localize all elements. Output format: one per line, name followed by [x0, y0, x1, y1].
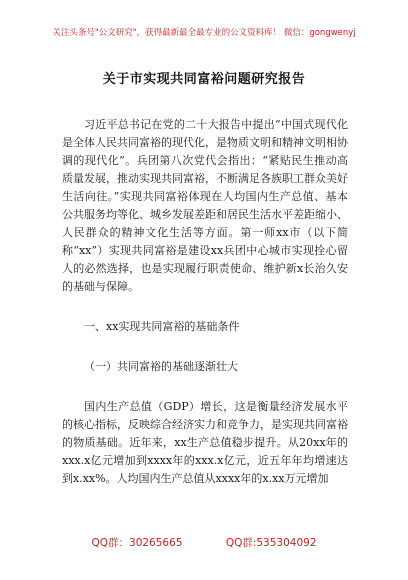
footer-qq-group-2: QQ群:535304092 — [225, 537, 317, 549]
footer-qq-group-1: QQ群：30265665 — [91, 537, 183, 549]
document-body — [62, 116, 348, 488]
section-heading: 一、xx实现共同富裕的基础条件 — [84, 320, 240, 333]
header-note: 关注头条号"公文研究"，获得最新最全最专业的公文资料库！ 微信：gongwenyj — [52, 28, 356, 38]
footer — [0, 535, 408, 550]
page-title: 关于市实现共同富裕问题研究报告 — [102, 72, 306, 87]
subsection-heading: （一）共同富裕的基础逐渐壮大 — [84, 360, 238, 373]
body-paragraph: 国内生产总值（GDP）增长，这是衡量经济发展水平的核心指标，反映综合经济实力和竞争力，是实现共同富裕的物质基础。近年来，xx生产总值稳步提升。从20xx年的xxx.x亿元增加到xxxx年的xxx.x亿元，近五年年均增速达到x.xx%。人均国内生产总值从xxxx年的x.xx万元增加 — [62, 400, 348, 485]
intro-paragraph: 习近平总书记在党的二十大报告中提出“中国式现代化是全体人民共同富裕的现代化，是物质文明和精神文明相协调的现代化”。兵团第八次党代会指出：“紧贴民生推动高质量发展，推动实现共同富裕，不断满足各族职工群众美好生活向往。”实现共同富裕体现在人均国内生产总值、基本公共服务均等化、城乡发展差距和居民生活水平差距缩小、人民群众的精神文化生活等方面。第一师xx市（以下简称“xx”）实现共同富裕是建设xx兵团中心城市实现拴心留人的必然选择，也是实现履行职责使命、维护新x长治久安的基础与保障。 — [62, 118, 348, 293]
